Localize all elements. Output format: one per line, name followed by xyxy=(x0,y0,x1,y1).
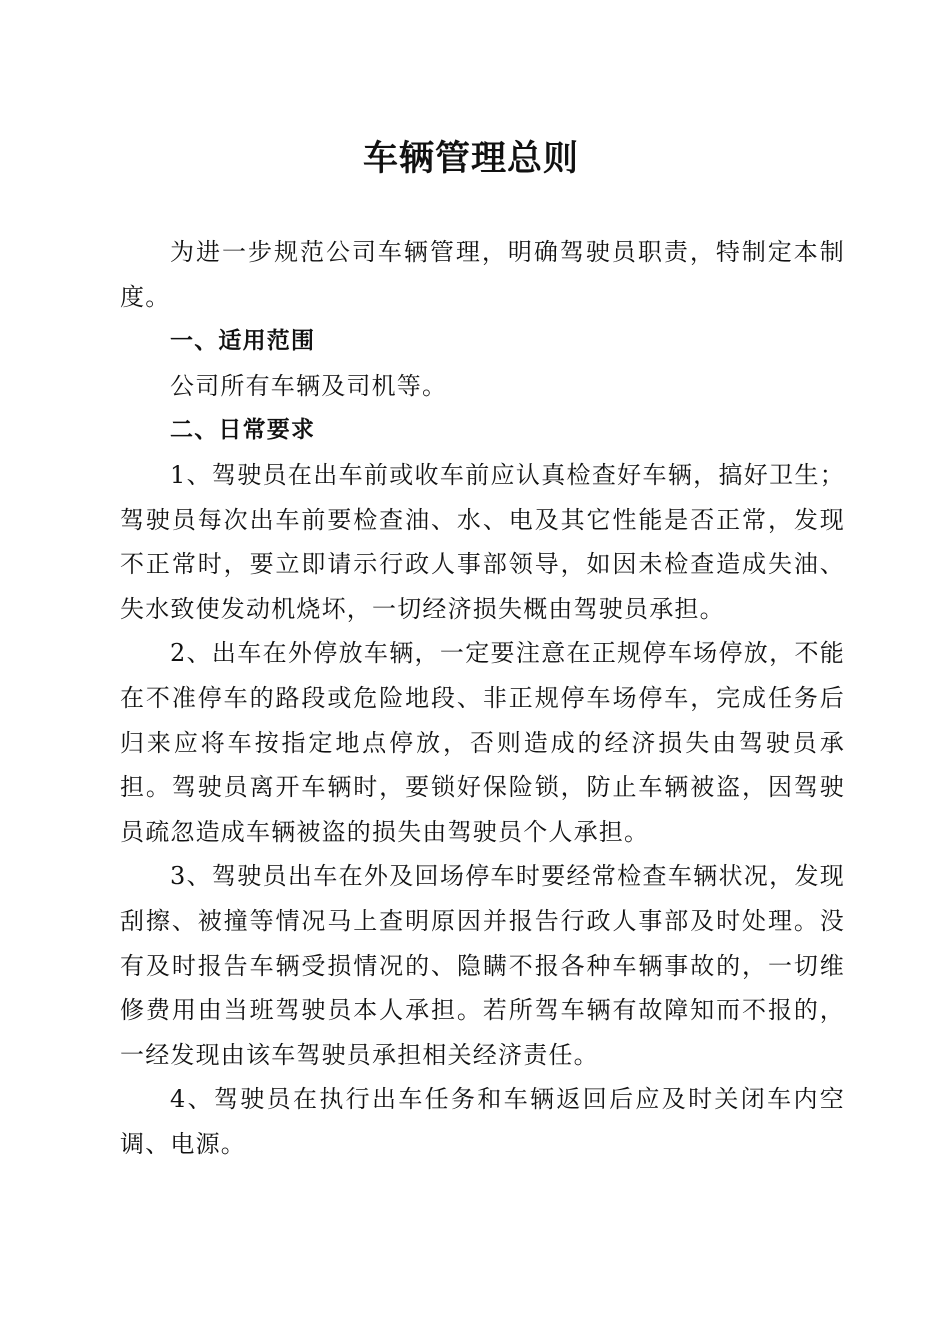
requirement-paragraph-1: 1、驾驶员在出车前或收车前应认真检查好车辆，搞好卫生；驾驶员每次出车前要检查油、水、电及其它性能是否正常，发现不正常时，要立即请示行政人事部领导，如因未检查造成失油、失水致使发动机烧坏，一切经济损失概由驾驶员承担。 xyxy=(120,460,845,623)
requirement-paragraph-4: 4、驾驶员在执行出车任务和车辆返回后应及时关闭车内空调、电源。 xyxy=(120,1085,845,1158)
requirement-paragraph-3: 3、驾驶员出车在外及回场停车时要经常检查车辆状况，发现刮擦、被撞等情况马上查明原因并报告行政人事部及时处理。没有及时报告车辆受损情况的、隐瞒不报各种车辆事故的，一切维修费用由当班驾驶员本人承担。若所驾车辆有故障知而不报的，一经发现由该车驾驶员承担相关经济责任。 xyxy=(120,862,845,1069)
document-title: 车辆管理总则 xyxy=(362,138,579,179)
intro-paragraph: 为进一步规范公司车辆管理，明确驾驶员职责，特制定本制度。 xyxy=(120,238,845,311)
section-heading-daily-requirements: 二、日常要求 xyxy=(170,417,316,444)
section-heading-scope: 一、适用范围 xyxy=(170,328,316,355)
document-body xyxy=(120,230,845,1166)
requirement-paragraph-2: 2、出车在外停放车辆，一定要注意在正规停车场停放，不能在不准停车的路段或危险地段、非正规停车场停车，完成任务后归来应将车按指定地点停放，否则造成的经济损失由驾驶员承担。驾驶员离开车辆时，要锁好保险锁，防止车辆被盗，因驾驶员疏忽造成车辆被盗的损失由驾驶员个人承担。 xyxy=(120,639,845,846)
scope-paragraph: 公司所有车辆及司机等。 xyxy=(170,371,448,400)
